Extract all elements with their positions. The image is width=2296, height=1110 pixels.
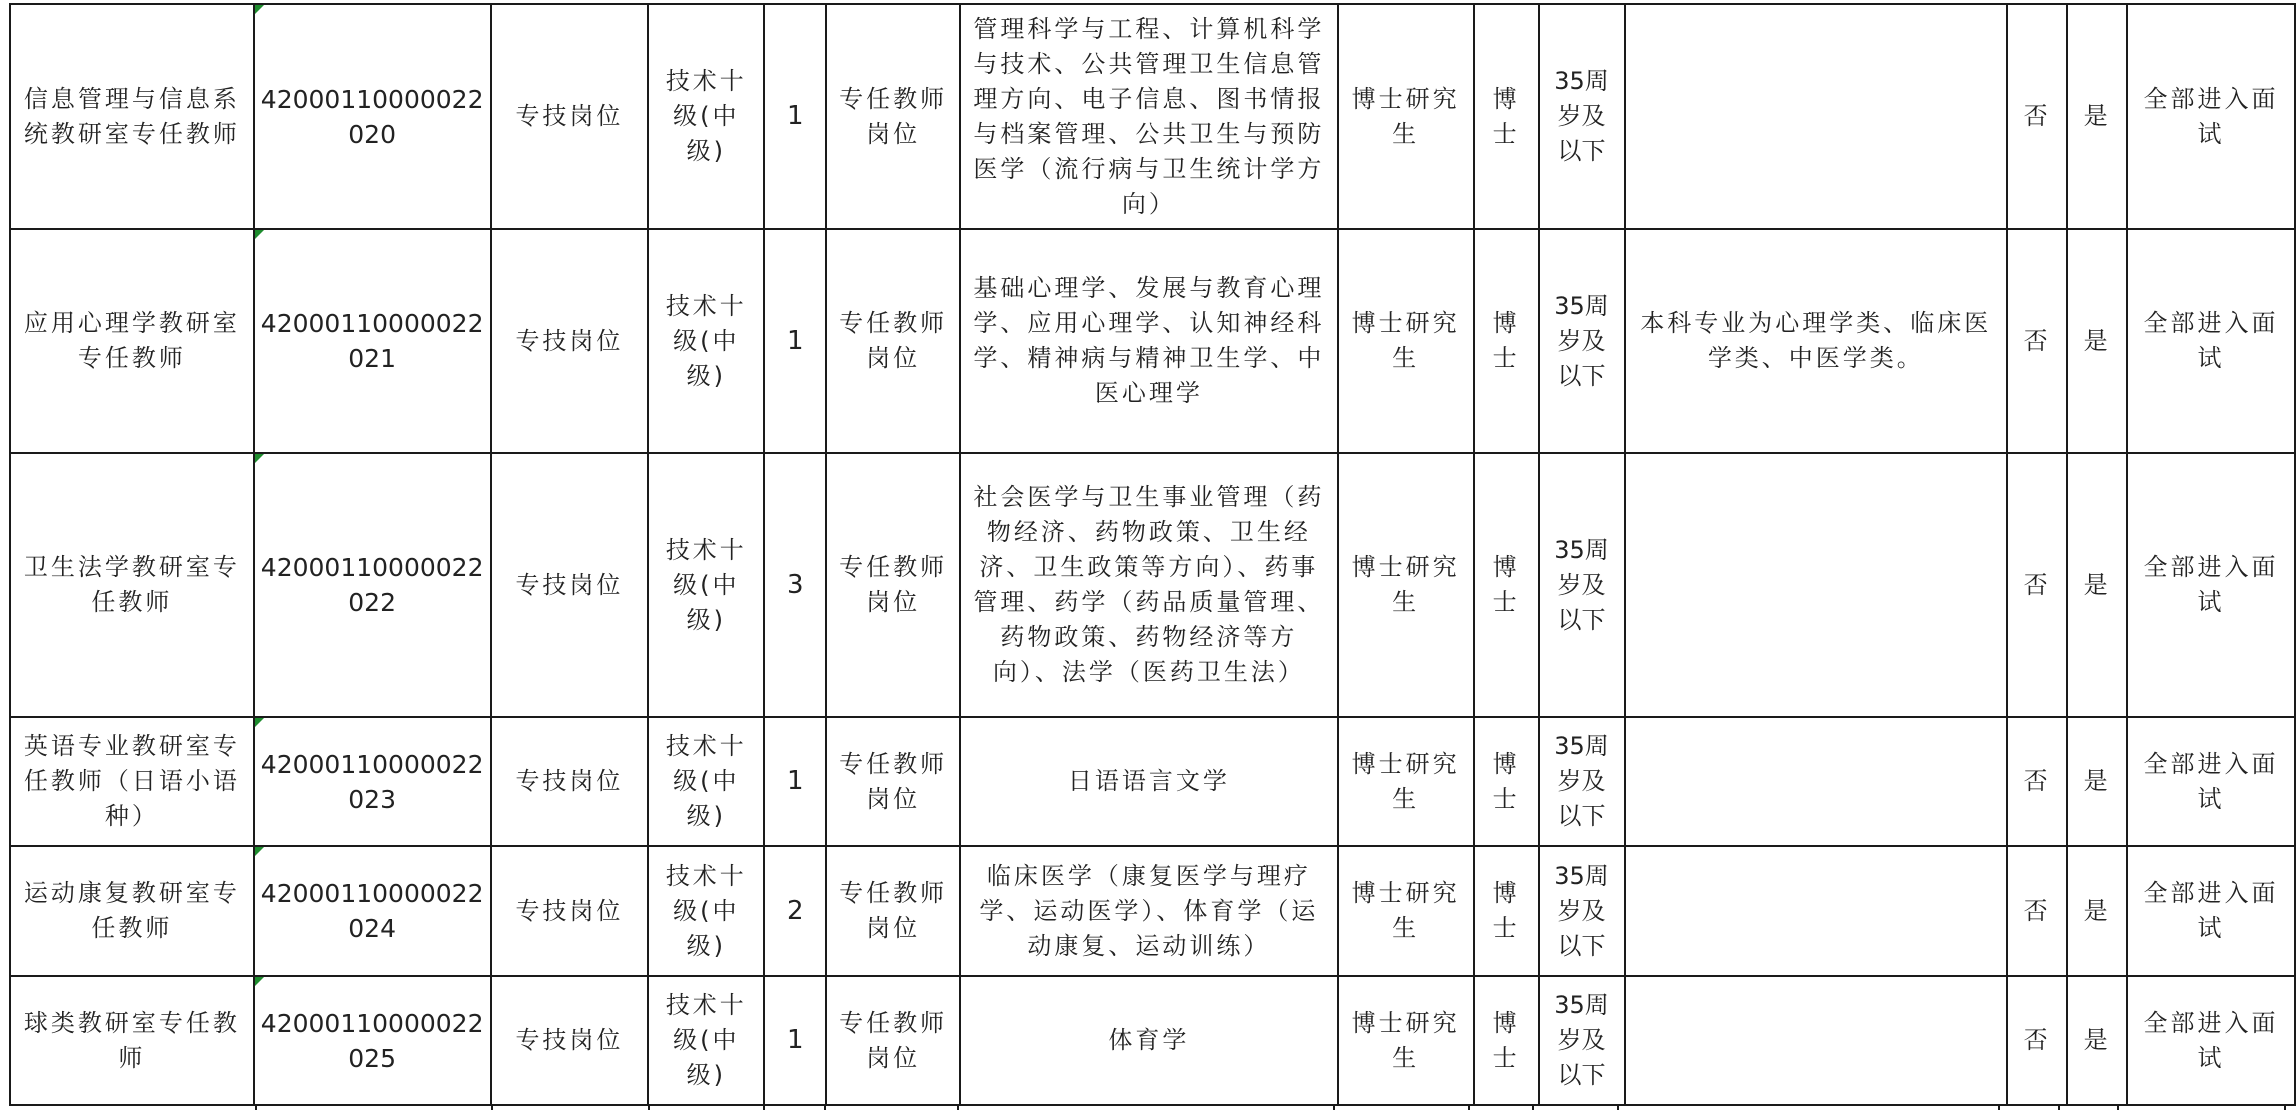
age-requirement-cell[interactable] [1539, 976, 1625, 1105]
major-requirement-cell[interactable] [960, 229, 1338, 453]
post-level-text: 技术十级(中级) [665, 732, 747, 830]
other-requirement-cell[interactable] [1625, 229, 2008, 453]
other-requirement-cell[interactable] [1625, 453, 2008, 717]
other-requirement-text: 本科专业为心理学类、临床医学类、中医学类。 [1640, 309, 1992, 372]
post-level-cell[interactable] [648, 976, 764, 1105]
hiring-count-text: 1 [786, 766, 804, 796]
major-requirement-cell[interactable] [960, 846, 1338, 976]
education-requirement-text: 博士研究生 [1351, 309, 1460, 372]
post-category-cell[interactable] [826, 717, 960, 846]
flag-yes-text: 是 [2083, 896, 2111, 925]
age-requirement-cell[interactable] [1539, 846, 1625, 976]
exam-method-cell[interactable] [2127, 453, 2295, 717]
exam-method-text: 全部进入面试 [2143, 309, 2279, 372]
age-requirement-cell[interactable] [1539, 229, 1625, 453]
post-category-text: 专任教师岗位 [839, 749, 948, 813]
table-row [10, 453, 2295, 717]
post-level-cell[interactable] [648, 453, 764, 717]
exam-method-text: 全部进入面试 [2143, 1008, 2279, 1072]
hiring-count-cell[interactable] [764, 976, 826, 1105]
exam-method-cell[interactable] [2127, 976, 2295, 1105]
hiring-count-cell[interactable] [764, 846, 826, 976]
cell-comment-marker-icon [255, 977, 264, 986]
post-code-cell[interactable] [254, 717, 491, 846]
table-row [10, 846, 2295, 976]
cell-comment-marker-icon [255, 5, 264, 14]
exam-method-cell[interactable] [2127, 4, 2295, 229]
age-requirement-text: 35周岁及以下 [1554, 991, 1609, 1089]
hiring-count-cell[interactable] [764, 4, 826, 229]
flag-no-text: 否 [2023, 1026, 2051, 1054]
post-type-text: 专技岗位 [515, 326, 624, 355]
hiring-count-text: 1 [786, 1025, 804, 1055]
education-requirement-text: 博士研究生 [1351, 84, 1460, 148]
post-name-text: 卫生法学教研室专任教师 [23, 553, 240, 616]
hiring-count-cell[interactable] [764, 453, 826, 717]
post-level-text: 技术十级(中级) [665, 861, 747, 960]
education-requirement-text: 博士研究生 [1351, 1008, 1460, 1072]
cell-comment-marker-icon [255, 454, 264, 463]
post-category-text: 专任教师岗位 [839, 309, 948, 372]
post-category-cell[interactable] [826, 846, 960, 976]
major-requirement-cell[interactable] [960, 453, 1338, 717]
post-level-text: 技术十级(中级) [665, 535, 747, 634]
education-requirement-cell[interactable] [1338, 717, 1474, 846]
post-code-text: 42000110000022024 [260, 879, 484, 943]
exam-method-text: 全部进入面试 [2143, 553, 2279, 616]
post-category-cell[interactable] [826, 229, 960, 453]
degree-requirement-cell[interactable] [1474, 976, 1539, 1105]
education-requirement-text: 博士研究生 [1351, 879, 1460, 942]
post-name-cell[interactable] [10, 976, 254, 1105]
degree-requirement-cell[interactable] [1474, 4, 1539, 229]
post-name-text: 球类教研室专任教师 [23, 1008, 240, 1072]
post-type-cell[interactable] [491, 4, 649, 229]
post-code-cell[interactable] [254, 229, 491, 453]
age-requirement-text: 35周岁及以下 [1554, 861, 1609, 960]
education-requirement-cell[interactable] [1338, 4, 1474, 229]
next-row-edge [0, 1104, 2296, 1110]
flag-no-cell[interactable] [2007, 453, 2067, 717]
age-requirement-text: 35周岁及以下 [1554, 535, 1609, 634]
post-category-text: 专任教师岗位 [839, 1008, 948, 1072]
degree-requirement-cell[interactable] [1474, 229, 1539, 453]
cell-comment-marker-icon [255, 230, 264, 239]
degree-requirement-cell[interactable] [1474, 717, 1539, 846]
post-name-cell[interactable] [10, 453, 254, 717]
cell-comment-marker-icon [255, 847, 264, 856]
post-level-text: 技术十级(中级) [665, 991, 747, 1089]
flag-no-cell[interactable] [2007, 846, 2067, 976]
age-requirement-cell[interactable] [1539, 717, 1625, 846]
post-category-cell[interactable] [826, 4, 960, 229]
flag-yes-cell[interactable] [2067, 229, 2127, 453]
post-level-cell[interactable] [648, 717, 764, 846]
post-category-text: 专任教师岗位 [839, 84, 948, 148]
flag-yes-cell[interactable] [2067, 717, 2127, 846]
flag-yes-cell[interactable] [2067, 453, 2127, 717]
post-type-cell[interactable] [491, 229, 649, 453]
degree-requirement-cell[interactable] [1474, 846, 1539, 976]
flag-no-text: 否 [2023, 767, 2051, 795]
other-requirement-cell[interactable] [1625, 846, 2008, 976]
major-requirement-text: 日语语言文学 [1067, 767, 1230, 795]
post-name-text: 英语专业教研室专任教师（日语小语种） [23, 732, 240, 830]
post-code-cell[interactable] [254, 976, 491, 1105]
post-level-cell[interactable] [648, 846, 764, 976]
post-level-text: 技术十级(中级) [665, 67, 747, 165]
hiring-count-cell[interactable] [764, 229, 826, 453]
post-type-cell[interactable] [491, 976, 649, 1105]
hiring-count-text: 1 [786, 101, 804, 131]
exam-method-text: 全部进入面试 [2143, 749, 2279, 813]
post-code-cell[interactable] [254, 4, 491, 229]
post-category-text: 专任教师岗位 [839, 879, 948, 942]
other-requirement-cell[interactable] [1625, 717, 2008, 846]
post-category-cell[interactable] [826, 453, 960, 717]
table-row [10, 717, 2295, 846]
post-level-cell[interactable] [648, 229, 764, 453]
education-requirement-text: 博士研究生 [1351, 749, 1460, 813]
age-requirement-cell[interactable] [1539, 453, 1625, 717]
flag-yes-text: 是 [2083, 767, 2111, 795]
major-requirement-text: 管理科学与工程、计算机科学与技术、公共管理卫生信息管理方向、电子信息、图书情报与档案管理、公共卫生与预防医学（流行病与卫生统计学方向） [973, 14, 1325, 218]
other-requirement-cell[interactable] [1625, 4, 2008, 229]
age-requirement-text: 35周岁及以下 [1554, 291, 1609, 390]
flag-no-text: 否 [2023, 570, 2051, 599]
flag-no-cell[interactable] [2007, 976, 2067, 1105]
major-requirement-text: 社会医学与卫生事业管理（药物经济、药物政策、卫生经济、卫生政策等方向）、药事管理、药学（药品质量管理、药物政策、药物经济等方向）、法学（医药卫生法） [973, 483, 1325, 686]
post-name-cell[interactable] [10, 4, 254, 229]
post-code-text: 42000110000022020 [260, 84, 484, 149]
major-requirement-text: 基础心理学、发展与教育心理学、应用心理学、认知神经科学、精神病与精神卫生学、中医心理学 [973, 274, 1325, 407]
age-requirement-text: 35周岁及以下 [1554, 732, 1609, 830]
flag-no-cell[interactable] [2007, 4, 2067, 229]
post-level-cell[interactable] [648, 4, 764, 229]
hiring-count-text: 2 [786, 895, 804, 926]
post-category-text: 专任教师岗位 [839, 553, 948, 616]
age-requirement-text: 35周岁及以下 [1554, 67, 1609, 165]
major-requirement-cell[interactable] [960, 717, 1338, 846]
major-requirement-text: 临床医学（康复医学与理疗学、运动医学）、体育学（运动康复、运动训练） [979, 861, 1319, 960]
post-level-text: 技术十级(中级) [665, 291, 747, 390]
post-code-text: 42000110000022025 [260, 1008, 484, 1073]
table-row [10, 4, 2295, 229]
flag-no-cell[interactable] [2007, 717, 2067, 846]
education-requirement-cell[interactable] [1338, 453, 1474, 717]
post-type-cell[interactable] [491, 717, 649, 846]
post-name-text: 信息管理与信息系统教研室专任教师 [23, 84, 240, 148]
post-type-text: 专技岗位 [515, 1026, 624, 1054]
post-name-cell[interactable] [10, 846, 254, 976]
post-code-text: 42000110000022021 [260, 309, 484, 373]
post-name-text: 应用心理学教研室专任教师 [23, 309, 240, 372]
hiring-count-text: 3 [786, 569, 804, 600]
hiring-count-cell[interactable] [764, 717, 826, 846]
post-code-cell[interactable] [254, 846, 491, 976]
flag-yes-cell[interactable] [2067, 976, 2127, 1105]
table-row [10, 976, 2295, 1105]
post-code-text: 42000110000022022 [260, 553, 484, 617]
post-type-cell[interactable] [491, 453, 649, 717]
table-row [10, 229, 2295, 453]
degree-requirement-text: 博士 [1492, 749, 1520, 813]
flag-yes-cell[interactable] [2067, 846, 2127, 976]
major-requirement-cell[interactable] [960, 4, 1338, 229]
post-type-text: 专技岗位 [515, 767, 624, 795]
flag-yes-text: 是 [2083, 570, 2111, 599]
flag-yes-cell[interactable] [2067, 4, 2127, 229]
post-code-cell[interactable] [254, 453, 491, 717]
education-requirement-cell[interactable] [1338, 976, 1474, 1105]
post-type-text: 专技岗位 [515, 102, 624, 130]
flag-no-text: 否 [2023, 896, 2051, 925]
degree-requirement-text: 博士 [1492, 879, 1520, 942]
post-name-text: 运动康复教研室专任教师 [23, 879, 240, 942]
post-type-text: 专技岗位 [515, 570, 624, 599]
post-type-text: 专技岗位 [515, 896, 624, 925]
hiring-count-text: 1 [786, 325, 804, 356]
exam-method-cell[interactable] [2127, 846, 2295, 976]
flag-no-text: 否 [2023, 102, 2051, 130]
job-posting-table [9, 3, 2296, 1106]
degree-requirement-text: 博士 [1492, 553, 1520, 616]
exam-method-cell[interactable] [2127, 717, 2295, 846]
degree-requirement-text: 博士 [1492, 309, 1520, 372]
other-requirement-cell[interactable] [1625, 976, 2008, 1105]
post-name-cell[interactable] [10, 717, 254, 846]
flag-no-cell[interactable] [2007, 229, 2067, 453]
exam-method-text: 全部进入面试 [2143, 879, 2279, 942]
post-name-cell[interactable] [10, 229, 254, 453]
degree-requirement-cell[interactable] [1474, 453, 1539, 717]
flag-yes-text: 是 [2083, 326, 2111, 355]
post-type-cell[interactable] [491, 846, 649, 976]
degree-requirement-text: 博士 [1492, 1008, 1520, 1072]
flag-yes-text: 是 [2083, 102, 2111, 130]
exam-method-text: 全部进入面试 [2143, 84, 2279, 148]
cell-comment-marker-icon [255, 718, 264, 727]
degree-requirement-text: 博士 [1492, 84, 1520, 148]
major-requirement-cell[interactable] [960, 976, 1338, 1105]
education-requirement-cell[interactable] [1338, 229, 1474, 453]
education-requirement-text: 博士研究生 [1351, 553, 1460, 616]
post-code-text: 42000110000022023 [260, 749, 484, 814]
exam-method-cell[interactable] [2127, 229, 2295, 453]
flag-no-text: 否 [2023, 326, 2051, 355]
education-requirement-cell[interactable] [1338, 846, 1474, 976]
flag-yes-text: 是 [2083, 1026, 2111, 1054]
age-requirement-cell[interactable] [1539, 4, 1625, 229]
post-category-cell[interactable] [826, 976, 960, 1105]
major-requirement-text: 体育学 [1108, 1026, 1190, 1054]
